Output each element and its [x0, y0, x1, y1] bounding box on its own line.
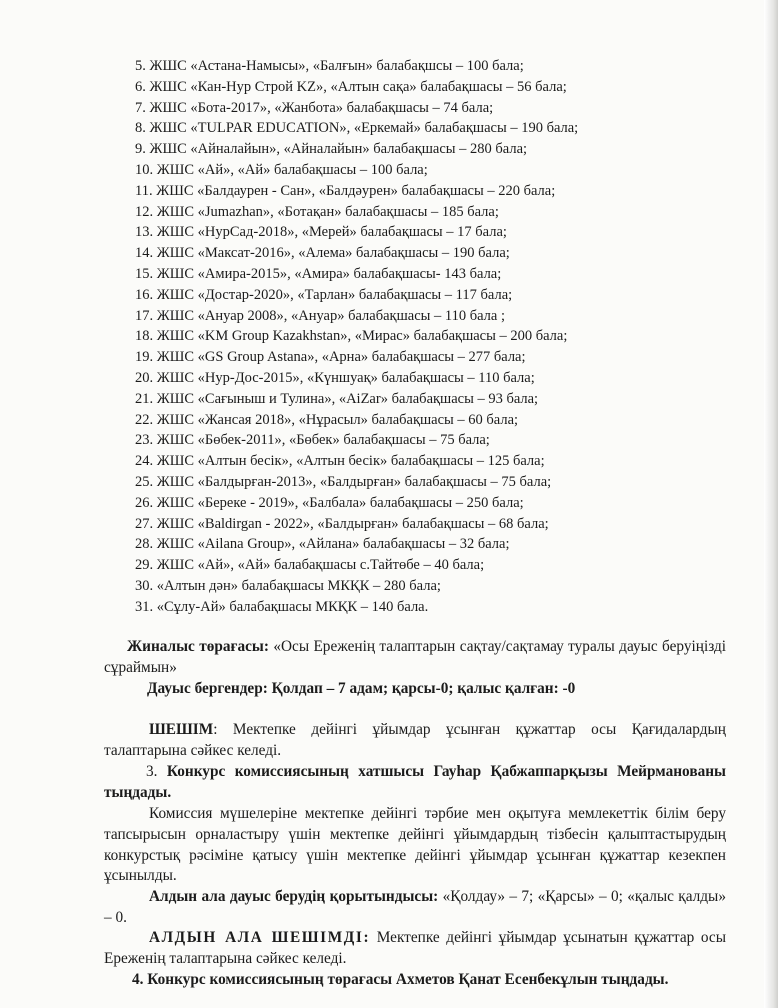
list-item: [0, 202, 778, 223]
list-item-number: 27.: [135, 515, 154, 532]
list-item-number: 29.: [135, 557, 154, 574]
list-item-text: ЖШС «Алтын бесік», «Алтын бесік» балабақшасы – 125 бала;: [156, 453, 545, 470]
item-3-heading: [104, 762, 726, 804]
list-item-number: 10.: [135, 161, 154, 178]
chair-label: Жиналыс төрағасы:: [127, 638, 269, 655]
list-item: [0, 410, 778, 431]
list-item-text: ЖШС «Ай», «Ай» балабақшасы – 100 бала;: [156, 161, 428, 178]
list-item-text: ЖШС «Достар-2020», «Тарлан» балабақшасы – 117 бала;: [156, 286, 513, 303]
list-item: [0, 139, 778, 160]
list-item-number: 12.: [135, 203, 154, 220]
list-item-number: 9.: [135, 141, 146, 158]
item-3-number: 3.: [146, 763, 158, 780]
list-item: [0, 326, 778, 347]
list-item-number: 11.: [135, 182, 153, 199]
list-item: [0, 555, 778, 576]
list-item-number: 28.: [135, 536, 154, 553]
list-item-text: ЖШС «KM Group Kazakhstan», «Мирас» балабақшасы – 200 бала;: [156, 328, 568, 345]
list-item: [0, 347, 778, 368]
list-item-text: ЖШС «Ануар 2008», «Ануар» балабақшасы – 110 бала ;: [156, 307, 505, 324]
list-item: [0, 368, 778, 389]
list-item-number: 8.: [135, 120, 146, 137]
list-item-text: ЖШС «Нур-Дос-2015», «Күншуақ» балабақшасы – 110 бала;: [156, 369, 535, 386]
item-3-title: Конкурс комиссиясының хатшысы Гауһар Қабжаппарқызы Мейрманованы тыңдады.: [104, 763, 726, 801]
list-item: [0, 576, 778, 597]
list-item-number: 19.: [135, 349, 154, 366]
prelim-vote-label: Алдын ала дауыс берудің қорытындысы:: [149, 888, 439, 905]
list-item: [0, 493, 778, 514]
list-item: [0, 222, 778, 243]
list-item-text: ЖШС «Жансая 2018», «Нұрасыл» балабақшасы – 60 бала;: [156, 411, 519, 428]
list-item-text: ЖШС «Амира-2015», «Амира» балабақшасы- 143 бала;: [156, 265, 502, 282]
prelim-vote-text: «Қолдау» – 7; «Қарсы» – 0; «қалыс қалды» – 0.: [104, 888, 726, 926]
list-item: [0, 77, 778, 98]
list-item-number: 18.: [135, 328, 154, 345]
list-item-number: 15.: [135, 265, 154, 282]
list-item: [0, 285, 778, 306]
list-item-text: ЖШС «GS Group Astana», «Арна» балабақшасы – 277 бала;: [156, 349, 526, 366]
list-item-text: ЖШС «Айналайын», «Айналайын» балабақшасы – 280 бала;: [149, 141, 528, 158]
decision-label: ШЕШІМ: [149, 721, 214, 738]
list-item-number: 30.: [135, 577, 154, 594]
list-item: [0, 160, 778, 181]
list-item-number: 20.: [135, 369, 154, 386]
item-3-body: Комиссия мүшелеріне мектепке дейінгі тәрбие мен оқытуға мемлекеттік білім беру тапсырысын орналастыру үшін мектепке дейінгі ұйымдардың тізбесін қалыптастырудың конкурстық рәсіміне қатысу үшін мектепке дейінгі ұйымдар ұсынған құжаттар кезекпен ұсынылды.: [104, 805, 726, 885]
list-item-text: ЖШС «Сағыныш и Тулина», «AiZar» балабақшасы – 93 бала;: [156, 390, 539, 407]
list-item-text: ЖШС «Кан-Нур Строй KZ», «Алтын сақа» балабақшасы – 56 бала;: [149, 78, 567, 95]
prelim-vote-paragraph: [104, 887, 726, 929]
list-item: [0, 472, 778, 493]
list-item-text: ЖШС «Береке - 2019», «Балбала» балабақшасы – 250 бала;: [156, 494, 524, 511]
item-4-heading: [104, 970, 726, 991]
list-item: [0, 534, 778, 555]
list-item-number: 16.: [135, 286, 154, 303]
list-item-text: ЖШС «Бөбек-2011», «Бөбек» балабақшасы – 75 бала;: [156, 432, 490, 449]
list-item: [0, 389, 778, 410]
list-item-text: ЖШС «TULPAR EDUCATION», «Еркемай» балабақшасы – 190 бала;: [149, 120, 579, 137]
decision-paragraph-1: [104, 720, 726, 762]
list-item-text: ЖШС «НурСад-2018», «Мерей» балабақшасы – 17 бала;: [156, 224, 507, 241]
list-item-text: ЖШС «Максат-2016», «Алема» балабақшасы – 190 бала;: [156, 245, 510, 262]
list-item-text: ЖШС «Jumazhan», «Ботақан» балабақшасы – 185 бала;: [156, 203, 499, 220]
decision-text: : Мектепке дейінгі ұйымдар ұсынған құжаттар осы Қағидалардың талаптарына сәйкес келеді.: [104, 721, 726, 759]
list-item: [0, 264, 778, 285]
list-item-number: 7.: [135, 99, 146, 116]
kindergarten-list: [0, 56, 778, 618]
list-item-number: 21.: [135, 390, 154, 407]
list-item: [0, 98, 778, 119]
chair-request-paragraph: [104, 637, 726, 679]
list-item: [0, 243, 778, 264]
list-item-number: 23.: [135, 432, 154, 449]
list-item-text: ЖШС «Бота-2017», «Жанбота» балабақшасы – 74 бала;: [149, 99, 494, 116]
list-item-number: 14.: [135, 245, 154, 262]
list-item-text: ЖШС «Ай», «Ай» балабақшасы с.Тайтөбе – 40 бала;: [156, 557, 485, 574]
list-item-text: ЖШС «Ailana Group», «Айлана» балабақшасы – 32 бала;: [156, 536, 510, 553]
list-item: [0, 451, 778, 472]
list-item-number: 24.: [135, 453, 154, 470]
list-item-number: 22.: [135, 411, 154, 428]
vote-result-1: Дауыс бергендер: Қолдап – 7 адам; қарсы-0; қалыс қалған: -0: [147, 680, 576, 697]
list-item-text: ЖШС «Baldirgan - 2022», «Балдырған» балабақшасы – 68 бала;: [156, 515, 549, 532]
list-item: [0, 181, 778, 202]
list-item: [0, 514, 778, 535]
prelim-decision-text: Мектепке дейінгі ұйымдар ұсынатын құжаттар осы Ереженің талаптарына сәйкес келеді.: [104, 929, 726, 967]
list-item-number: 13.: [135, 224, 154, 241]
list-item-number: 17.: [135, 307, 154, 324]
list-item: [0, 118, 778, 139]
list-item: [0, 56, 778, 77]
list-item-text: ЖШС «Астана-Намысы», «Балғын» балабақшсы – 100 бала;: [149, 58, 524, 74]
chair-request-text: «Осы Ереженің талаптарын сақтау/сақтамау туралы дауыс беруіңізді сұраймын»: [104, 638, 726, 676]
prelim-decision-paragraph: [104, 928, 726, 970]
list-item-text: ЖШС «Балдырған-2013», «Балдырған» балабақшасы – 75 бала;: [156, 473, 552, 490]
list-item-text: «Сұлу-Ай» балабақшасы МКҚК – 140 бала.: [156, 598, 429, 615]
list-item-number: 31.: [135, 598, 154, 615]
list-item-number: 6.: [135, 78, 146, 95]
list-item-text: «Алтын дән» балабақшасы МКҚК – 280 бала;: [156, 577, 441, 594]
list-item-number: 25.: [135, 473, 154, 490]
list-item-number: 5.: [135, 58, 146, 74]
list-item: [0, 597, 778, 618]
list-item: [0, 306, 778, 327]
prelim-decision-label: АЛДЫН АЛА ШЕШІМДІ:: [149, 929, 371, 946]
list-item: [0, 430, 778, 451]
list-item-text: ЖШС «Балдаурен - Сан», «Балдәурен» балабақшасы – 220 бала;: [156, 182, 556, 199]
item-4-text: 4. Конкурс комиссиясының төрағасы Ахметов Қанат Есенбекұлын тыңдады.: [132, 971, 669, 988]
list-item-number: 26.: [135, 494, 154, 511]
